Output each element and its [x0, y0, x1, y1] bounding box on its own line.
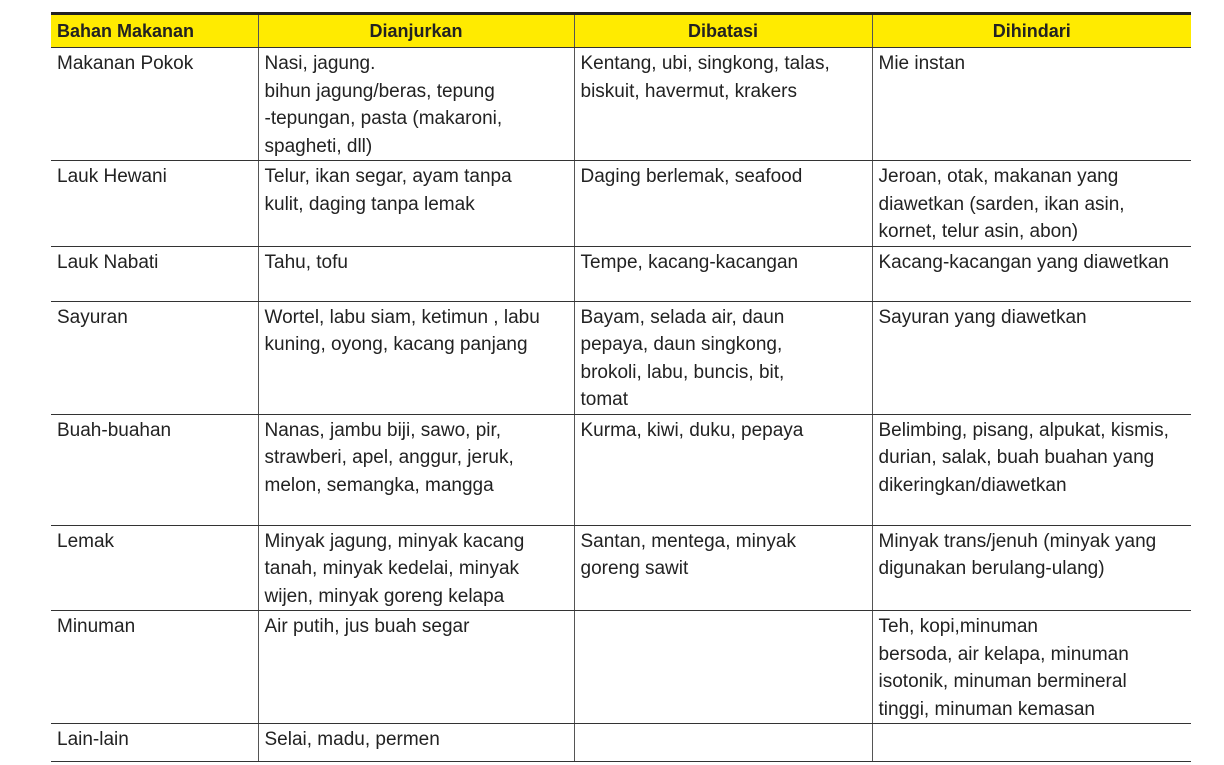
cell-dihindari: Mie instan [872, 48, 1191, 161]
cell-dihindari [872, 724, 1191, 762]
cell-dianjurkan: Nasi, jagung. bihun jagung/beras, tepung -tepungan, pasta (makaroni, spagheti, dll) [258, 48, 574, 161]
cell-dihindari: Jeroan, otak, makanan yang diawetkan (sarden, ikan asin, kornet, telur asin, abon) [872, 161, 1191, 247]
cell-dihindari: Kacang-kacangan yang diawetkan [872, 246, 1191, 301]
cell-category: Minuman [51, 611, 258, 724]
header-bahan-makanan: Bahan Makanan [51, 14, 258, 48]
table-row [51, 525, 1191, 611]
cell-dibatasi [574, 611, 872, 724]
cell-category: Lauk Nabati [51, 246, 258, 301]
table-row [51, 414, 1191, 525]
header-dianjurkan: Dianjurkan [258, 14, 574, 48]
cell-dibatasi [574, 724, 872, 762]
table-row [51, 611, 1191, 724]
cell-dihindari: Sayuran yang diawetkan [872, 301, 1191, 414]
cell-dibatasi: Kentang, ubi, singkong, talas, biskuit, havermut, krakers [574, 48, 872, 161]
cell-dihindari: Belimbing, pisang, alpukat, kismis, durian, salak, buah buahan yang dikeringkan/diawetkan [872, 414, 1191, 525]
food-guideline-table-wrapper [51, 12, 1191, 762]
cell-category: Lauk Hewani [51, 161, 258, 247]
cell-dibatasi: Kurma, kiwi, duku, pepaya [574, 414, 872, 525]
header-dihindari: Dihindari [872, 14, 1191, 48]
cell-dihindari: Teh, kopi,minuman bersoda, air kelapa, minuman isotonik, minuman bermineral tinggi, minuman kemasan [872, 611, 1191, 724]
cell-dianjurkan: Nanas, jambu biji, sawo, pir, strawberi, apel, anggur, jeruk, melon, semangka, mangga [258, 414, 574, 525]
cell-dibatasi: Santan, mentega, minyak goreng sawit [574, 525, 872, 611]
cell-dianjurkan: Wortel, labu siam, ketimun , labu kuning, oyong, kacang panjang [258, 301, 574, 414]
header-dibatasi: Dibatasi [574, 14, 872, 48]
table-row [51, 246, 1191, 301]
cell-dianjurkan: Air putih, jus buah segar [258, 611, 574, 724]
cell-dihindari: Minyak trans/jenuh (minyak yang digunakan berulang-ulang) [872, 525, 1191, 611]
table-row [51, 161, 1191, 247]
cell-dianjurkan: Minyak jagung, minyak kacang tanah, minyak kedelai, minyak wijen, minyak goreng kelapa [258, 525, 574, 611]
cell-dianjurkan: Telur, ikan segar, ayam tanpa kulit, daging tanpa lemak [258, 161, 574, 247]
cell-category: Makanan Pokok [51, 48, 258, 161]
table-row [51, 301, 1191, 414]
table-row [51, 724, 1191, 762]
food-guideline-table [51, 12, 1191, 762]
cell-category: Sayuran [51, 301, 258, 414]
cell-dibatasi: Daging berlemak, seafood [574, 161, 872, 247]
cell-category: Buah-buahan [51, 414, 258, 525]
cell-dianjurkan: Tahu, tofu [258, 246, 574, 301]
cell-dibatasi: Tempe, kacang-kacangan [574, 246, 872, 301]
cell-category: Lain-lain [51, 724, 258, 762]
cell-dianjurkan: Selai, madu, permen [258, 724, 574, 762]
cell-dibatasi: Bayam, selada air, daun pepaya, daun singkong, brokoli, labu, buncis, bit, tomat [574, 301, 872, 414]
cell-category: Lemak [51, 525, 258, 611]
table-header-row [51, 14, 1191, 48]
table-row [51, 48, 1191, 161]
